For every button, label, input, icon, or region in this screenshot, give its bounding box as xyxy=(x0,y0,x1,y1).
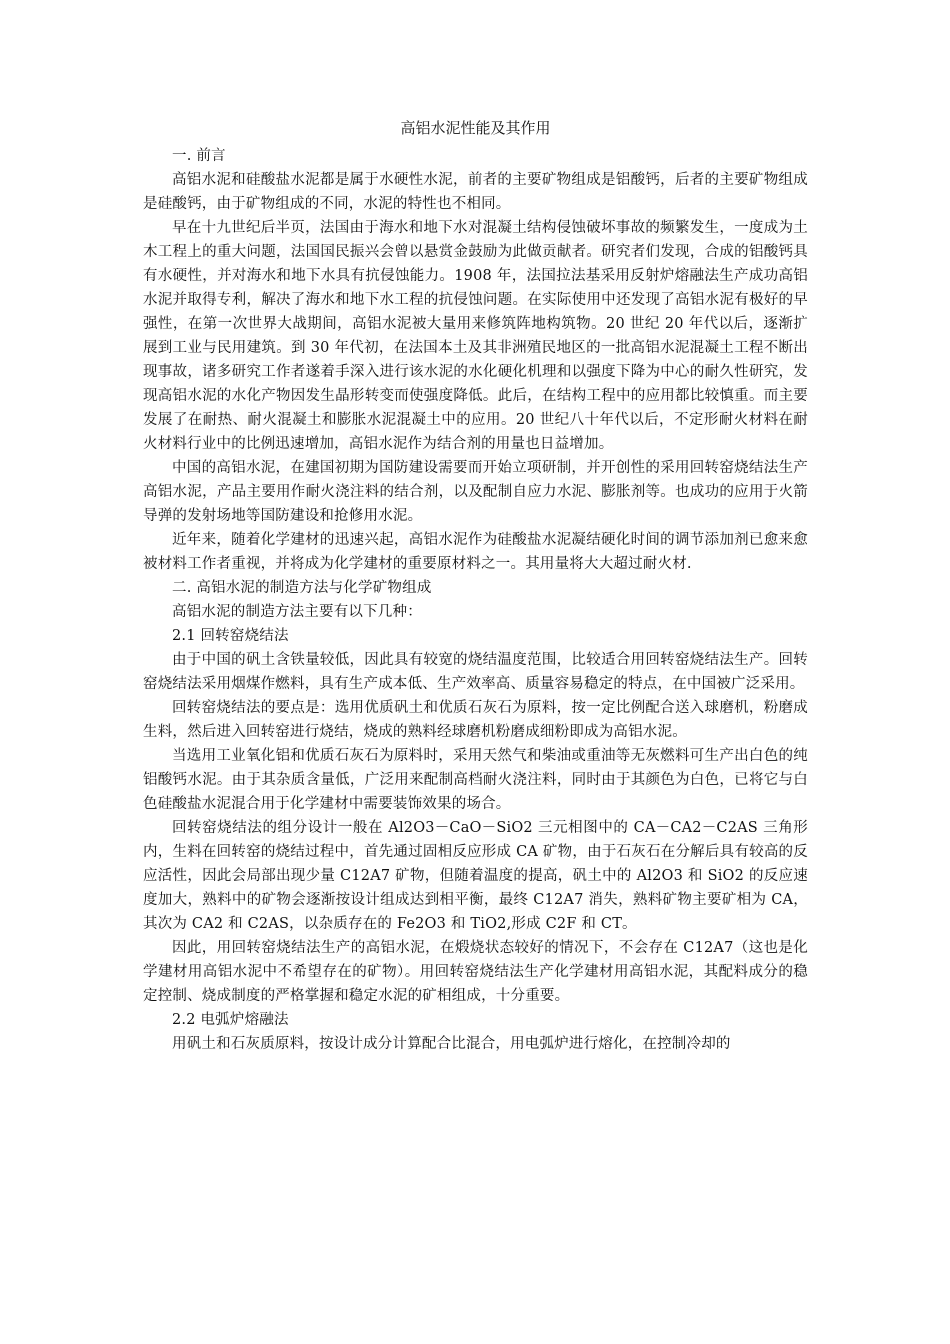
paragraph: 高铝水泥的制造方法主要有以下几种： xyxy=(172,604,422,620)
paragraph: 回转窑烧结法的要点是：选用优质矾土和优质石灰石为原料，按一定比例配合送入球磨机，粉磨成生料，然后进入回转窑进行烧结，烧成的熟料经球磨机粉磨成细粉即成为高铝水泥。 xyxy=(143,700,808,740)
subsection-heading-electric-arc: 2.2 电弧炉熔融法 xyxy=(172,1012,289,1028)
paragraph: 由于中国的矾土含铁量较低，因此具有较宽的烧结温度范围，比较适合用回转窑烧结法生产。回转窑烧结法采用烟煤作燃料，具有生产成本低、生产效率高、质量容易稳定的特点，在中国被广泛采用。 xyxy=(143,652,808,692)
document-page xyxy=(143,116,808,1056)
paragraph: 中国的高铝水泥，在建国初期为国防建设需要而开始立项研制，并开创性的采用回转窑烧结法生产高铝水泥，产品主要用作耐火浇注料的结合剂，以及配制自应力水泥、膨胀剂等。也成功的应用于火箭导弹的发射场地等国防建设和抢修用水泥。 xyxy=(143,460,808,524)
paragraph: 高铝水泥和硅酸盐水泥都是属于水硬性水泥，前者的主要矿物组成是铝酸钙，后者的主要矿物组成是硅酸钙，由于矿物组成的不同，水泥的特性也不相同。 xyxy=(143,172,808,212)
paragraph: 早在十九世纪后半页，法国由于海水和地下水对混凝土结构侵蚀破坏事故的频繁发生，一度成为土木工程上的重大问题，法国国民振兴会曾以悬赏金鼓励为此做贡献者。研究者们发现，合成的铝酸钙具有水硬性，并对海水和地下水具有抗侵蚀能力。1908 年，法国拉法基采用反射炉熔融法生产成功高铝水泥并取得专利，解决了海水和地下水工程的抗侵蚀问题。在实际使用中还发现了高铝水泥有极好的早强性，在第一次世界大战期间，高铝水泥被大量用来修筑阵地构筑物。20 世纪 20 年代以后，逐渐扩展到工业与民用建筑。到 30 年代初，在法国本土及其非洲殖民地区的一批高铝水泥混凝土工程不断出现事故，诸多研究工作者遂着手深入进行该水泥的水化硬化机理和以强度下降为中心的耐久性研究，发现高铝水泥的水化产物因发生晶形转变而使强度降低。此后，在结构工程中的应用都比较慎重。而主要发展了在耐热、耐火混凝土和膨胀水泥混凝土中的应用。20 世纪八十年代以后，不定形耐火材料在耐火材料行业中的比例迅速增加，高铝水泥作为结合剂的用量也日益增加。 xyxy=(143,220,808,452)
paragraph: 当选用工业氧化铝和优质石灰石为原料时，采用天然气和柴油或重油等无灰燃料可生产出白色的纯铝酸钙水泥。由于其杂质含量低，广泛用来配制高档耐火浇注料，同时由于其颜色为白色，已将它与白色硅酸盐水泥混合用于化学建材中需要装饰效果的场合。 xyxy=(143,748,808,812)
document-title: 高铝水泥性能及其作用 xyxy=(400,119,551,137)
paragraph: 因此，用回转窑烧结法生产的高铝水泥，在煅烧状态较好的情况下，不会存在 C12A7（这也是化学建材用高铝水泥中不希望存在的矿物）。用回转窑烧结法生产化学建材用高铝水泥，其配料成分的稳定控制、烧成制度的严格掌握和稳定水泥的矿相组成，十分重要。 xyxy=(143,940,808,1004)
paragraph: 用矾土和石灰质原料，按设计成分计算配合比混合，用电弧炉进行熔化，在控制冷却的 xyxy=(172,1036,731,1052)
paragraph: 近年来，随着化学建材的迅速兴起，高铝水泥作为硅酸盐水泥凝结硬化时间的调节添加剂已愈来愈被材料工作者重视，并将成为化学建材的重要原材料之一。其用量将大大超过耐火材. xyxy=(143,532,808,572)
subsection-heading-rotary-kiln: 2.1 回转窑烧结法 xyxy=(172,628,289,644)
section-heading-preface: 一. 前言 xyxy=(172,148,226,164)
paragraph: 回转窑烧结法的组分设计一般在 Al2O3－CaO－SiO2 三元相图中的 CA－CA2－C2AS 三角形内，生料在回转窑的烧结过程中，首先通过固相反应形成 CA 矿物，由于石灰石在分解后具有较高的反应活性，因此会局部出现少量 C12A7 矿物，但随着温度的提高，矾土中的 Al2O3 和 SiO2 的反应速度加大，熟料中的矿物会逐渐按设计组成达到相平衡，最终 C12A7 消失，熟料矿物主要矿相为 CA，其次为 CA2 和 C2AS，以杂质存在的 Fe2O3 和 TiO2,形成 C2F 和 CT。 xyxy=(143,820,808,932)
section-heading-manufacturing: 二. 高铝水泥的制造方法与化学矿物组成 xyxy=(172,580,432,596)
